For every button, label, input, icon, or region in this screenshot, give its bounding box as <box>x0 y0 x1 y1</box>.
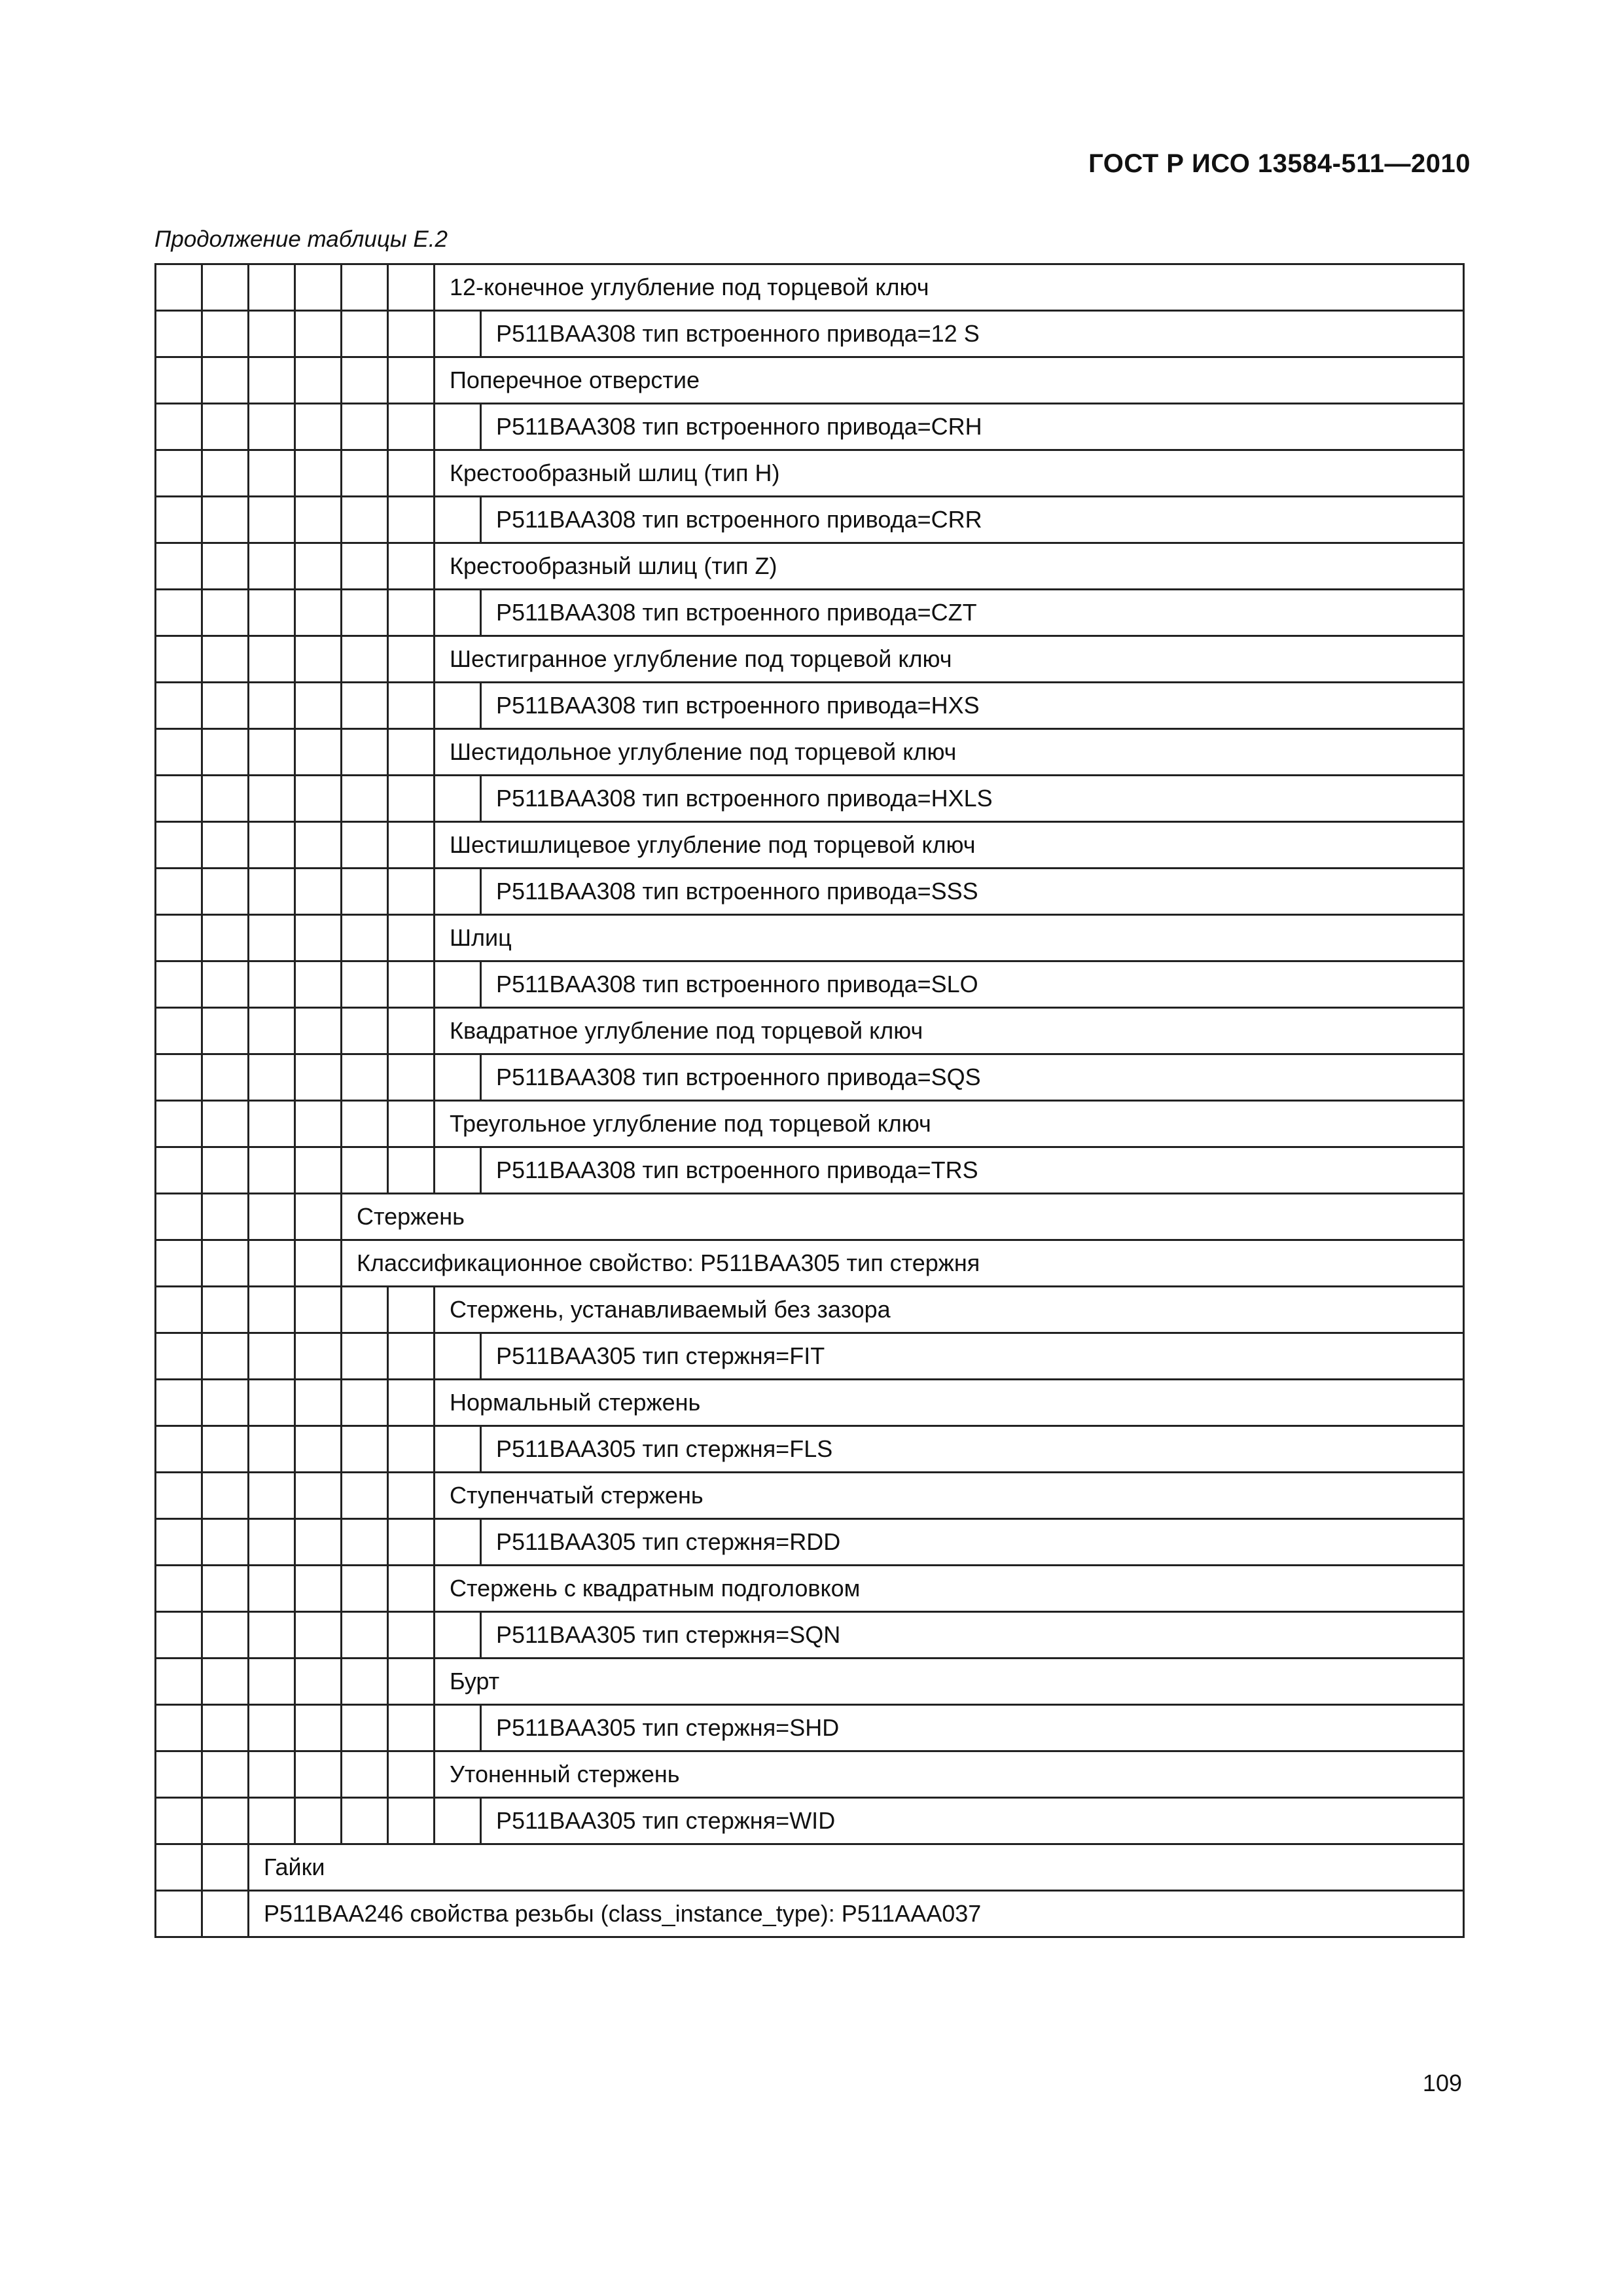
indent-cell <box>295 729 342 776</box>
table-row <box>156 1891 1464 1937</box>
indent-cell <box>342 1751 388 1798</box>
indent-cell <box>156 729 202 776</box>
indent-cell <box>202 1659 249 1705</box>
table-row <box>156 590 1464 636</box>
indent-cell <box>342 1705 388 1751</box>
indent-cell <box>249 822 295 869</box>
indent-cell <box>342 729 388 776</box>
indent-cell <box>295 450 342 497</box>
indent-cell <box>156 961 202 1008</box>
indent-cell <box>202 1566 249 1612</box>
row-text: P511BAA308 тип встроенного привода=12 S <box>481 311 1464 357</box>
indent-cell <box>435 776 481 822</box>
indent-cell <box>202 404 249 450</box>
indent-cell <box>249 729 295 776</box>
row-text: P511BAA246 свойства резьбы (class_instance_type): P511AAA037 <box>249 1891 1464 1937</box>
indent-cell <box>342 264 388 311</box>
indent-cell <box>249 1705 295 1751</box>
indent-cell <box>249 961 295 1008</box>
indent-cell <box>388 1054 435 1101</box>
indent-cell <box>202 1798 249 1844</box>
indent-cell <box>388 1426 435 1473</box>
indent-cell <box>249 869 295 915</box>
row-text: Шестишлицевое углубление под торцевой ключ <box>435 822 1464 869</box>
indent-cell <box>249 1054 295 1101</box>
indent-cell <box>202 1008 249 1054</box>
indent-cell <box>156 404 202 450</box>
indent-cell <box>388 543 435 590</box>
indent-cell <box>295 636 342 683</box>
indent-cell <box>388 1566 435 1612</box>
indent-cell <box>388 683 435 729</box>
table-row <box>156 1519 1464 1566</box>
indent-cell <box>202 1705 249 1751</box>
indent-cell <box>342 1333 388 1380</box>
table-row <box>156 636 1464 683</box>
table-row <box>156 1659 1464 1705</box>
indent-cell <box>435 404 481 450</box>
table-row <box>156 450 1464 497</box>
row-text: Классификационное свойство: P511BAA305 тип стержня <box>342 1240 1464 1287</box>
indent-cell <box>249 1333 295 1380</box>
indent-cell <box>342 1519 388 1566</box>
indent-cell <box>295 1380 342 1426</box>
table-row <box>156 729 1464 776</box>
indent-cell <box>202 1844 249 1891</box>
page-number: 109 <box>1422 2070 1462 2096</box>
indent-cell <box>435 1798 481 1844</box>
indent-cell <box>156 683 202 729</box>
indent-cell <box>388 729 435 776</box>
indent-cell <box>202 1101 249 1147</box>
row-text: Нормальный стержень <box>435 1380 1464 1426</box>
indent-cell <box>249 636 295 683</box>
row-text: P511BAA305 тип стержня=WID <box>481 1798 1464 1844</box>
row-text: Бурт <box>435 1659 1464 1705</box>
indent-cell <box>435 1705 481 1751</box>
indent-cell <box>388 1101 435 1147</box>
indent-cell <box>295 1798 342 1844</box>
indent-cell <box>156 915 202 961</box>
indent-cell <box>156 1844 202 1891</box>
indent-cell <box>342 1798 388 1844</box>
indent-cell <box>388 961 435 1008</box>
row-text: P511BAA308 тип встроенного привода=SQS <box>481 1054 1464 1101</box>
indent-cell <box>295 869 342 915</box>
indent-cell <box>295 1705 342 1751</box>
classification-table <box>154 263 1465 1938</box>
row-text: P511BAA308 тип встроенного привода=TRS <box>481 1147 1464 1194</box>
indent-cell <box>202 311 249 357</box>
indent-cell <box>435 683 481 729</box>
row-text: P511BAA305 тип стержня=SHD <box>481 1705 1464 1751</box>
indent-cell <box>249 1101 295 1147</box>
indent-cell <box>202 683 249 729</box>
indent-cell <box>156 1519 202 1566</box>
indent-cell <box>249 1426 295 1473</box>
indent-cell <box>249 1194 295 1240</box>
indent-cell <box>202 869 249 915</box>
row-text: Шестидольное углубление под торцевой ключ <box>435 729 1464 776</box>
indent-cell <box>342 915 388 961</box>
indent-cell <box>388 497 435 543</box>
row-text: Ступенчатый стержень <box>435 1473 1464 1519</box>
indent-cell <box>295 590 342 636</box>
table-row <box>156 1612 1464 1659</box>
row-text: Поперечное отверстие <box>435 357 1464 404</box>
indent-cell <box>202 1751 249 1798</box>
indent-cell <box>295 1008 342 1054</box>
row-text: Стержень с квадратным подголовком <box>435 1566 1464 1612</box>
indent-cell <box>342 1426 388 1473</box>
indent-cell <box>156 1147 202 1194</box>
row-text: Стержень <box>342 1194 1464 1240</box>
row-text: Квадратное углубление под торцевой ключ <box>435 1008 1464 1054</box>
indent-cell <box>249 1473 295 1519</box>
indent-cell <box>249 543 295 590</box>
indent-cell <box>156 1008 202 1054</box>
indent-cell <box>202 1519 249 1566</box>
indent-cell <box>156 1659 202 1705</box>
indent-cell <box>342 450 388 497</box>
indent-cell <box>342 1612 388 1659</box>
table-row <box>156 961 1464 1008</box>
indent-cell <box>295 1147 342 1194</box>
indent-cell <box>202 729 249 776</box>
indent-cell <box>295 822 342 869</box>
indent-cell <box>388 404 435 450</box>
document-title: ГОСТ Р ИСО 13584-511—2010 <box>1088 149 1471 178</box>
indent-cell <box>202 1333 249 1380</box>
table-row <box>156 497 1464 543</box>
indent-cell <box>202 915 249 961</box>
row-text: Шлиц <box>435 915 1464 961</box>
indent-cell <box>156 311 202 357</box>
indent-cell <box>295 1101 342 1147</box>
indent-cell <box>388 915 435 961</box>
indent-cell <box>342 590 388 636</box>
indent-cell <box>435 497 481 543</box>
indent-cell <box>295 1473 342 1519</box>
indent-cell <box>388 1751 435 1798</box>
indent-cell <box>388 869 435 915</box>
row-text: Шестигранное углубление под торцевой ключ <box>435 636 1464 683</box>
indent-cell <box>342 822 388 869</box>
row-text: P511BAA305 тип стержня=RDD <box>481 1519 1464 1566</box>
indent-cell <box>295 497 342 543</box>
table-row <box>156 1287 1464 1333</box>
indent-cell <box>156 357 202 404</box>
indent-cell <box>156 1798 202 1844</box>
indent-cell <box>295 1287 342 1333</box>
indent-cell <box>435 961 481 1008</box>
indent-cell <box>249 1612 295 1659</box>
table-row <box>156 1147 1464 1194</box>
indent-cell <box>342 1566 388 1612</box>
indent-cell <box>435 1519 481 1566</box>
indent-cell <box>249 1519 295 1566</box>
indent-cell <box>202 1891 249 1937</box>
table-row <box>156 1333 1464 1380</box>
indent-cell <box>295 776 342 822</box>
indent-cell <box>156 590 202 636</box>
indent-cell <box>388 357 435 404</box>
indent-cell <box>202 1287 249 1333</box>
row-text: P511BAA305 тип стержня=SQN <box>481 1612 1464 1659</box>
indent-cell <box>202 497 249 543</box>
indent-cell <box>249 311 295 357</box>
table-row <box>156 1240 1464 1287</box>
indent-cell <box>156 1240 202 1287</box>
indent-cell <box>202 1240 249 1287</box>
indent-cell <box>295 264 342 311</box>
indent-cell <box>295 961 342 1008</box>
table-row <box>156 543 1464 590</box>
indent-cell <box>249 1380 295 1426</box>
indent-cell <box>342 776 388 822</box>
indent-cell <box>249 357 295 404</box>
row-text: P511BAA305 тип стержня=FLS <box>481 1426 1464 1473</box>
indent-cell <box>435 1612 481 1659</box>
table-row <box>156 1844 1464 1891</box>
indent-cell <box>249 776 295 822</box>
table-row <box>156 1194 1464 1240</box>
indent-cell <box>249 497 295 543</box>
indent-cell <box>249 1240 295 1287</box>
row-text: Гайки <box>249 1844 1464 1891</box>
indent-cell <box>202 1380 249 1426</box>
indent-cell <box>342 311 388 357</box>
table-row <box>156 683 1464 729</box>
indent-cell <box>295 311 342 357</box>
indent-cell <box>249 1798 295 1844</box>
indent-cell <box>295 543 342 590</box>
indent-cell <box>295 1194 342 1240</box>
indent-cell <box>249 1008 295 1054</box>
indent-cell <box>435 590 481 636</box>
indent-cell <box>342 1380 388 1426</box>
indent-cell <box>156 264 202 311</box>
indent-cell <box>295 1566 342 1612</box>
indent-cell <box>435 869 481 915</box>
row-text: P511BAA308 тип встроенного привода=HXLS <box>481 776 1464 822</box>
indent-cell <box>156 1566 202 1612</box>
table-row <box>156 1054 1464 1101</box>
row-text: P511BAA308 тип встроенного привода=SLO <box>481 961 1464 1008</box>
indent-cell <box>156 636 202 683</box>
indent-cell <box>388 1519 435 1566</box>
indent-cell <box>202 1194 249 1240</box>
table-row <box>156 1473 1464 1519</box>
table-row <box>156 357 1464 404</box>
indent-cell <box>388 1333 435 1380</box>
indent-cell <box>388 1473 435 1519</box>
table-row <box>156 869 1464 915</box>
indent-cell <box>249 450 295 497</box>
indent-cell <box>249 1147 295 1194</box>
indent-cell <box>156 1054 202 1101</box>
indent-cell <box>388 590 435 636</box>
indent-cell <box>156 1705 202 1751</box>
indent-cell <box>202 1054 249 1101</box>
indent-cell <box>249 1566 295 1612</box>
indent-cell <box>342 1287 388 1333</box>
indent-cell <box>156 1473 202 1519</box>
indent-cell <box>202 543 249 590</box>
indent-cell <box>295 1054 342 1101</box>
table-row <box>156 822 1464 869</box>
table-row <box>156 1798 1464 1844</box>
indent-cell <box>388 450 435 497</box>
indent-cell <box>388 311 435 357</box>
row-text: P511BAA308 тип встроенного привода=CRR <box>481 497 1464 543</box>
indent-cell <box>342 1101 388 1147</box>
indent-cell <box>156 1333 202 1380</box>
indent-cell <box>342 404 388 450</box>
indent-cell <box>156 1380 202 1426</box>
indent-cell <box>342 1054 388 1101</box>
indent-cell <box>388 1287 435 1333</box>
indent-cell <box>388 1705 435 1751</box>
indent-cell <box>156 822 202 869</box>
indent-cell <box>435 1054 481 1101</box>
indent-cell <box>295 1519 342 1566</box>
indent-cell <box>342 961 388 1008</box>
indent-cell <box>202 822 249 869</box>
indent-cell <box>388 1659 435 1705</box>
indent-cell <box>249 683 295 729</box>
indent-cell <box>202 961 249 1008</box>
indent-cell <box>295 404 342 450</box>
indent-cell <box>342 1659 388 1705</box>
row-text: P511BAA308 тип встроенного привода=CRH <box>481 404 1464 450</box>
row-text: Стержень, устанавливаемый без зазора <box>435 1287 1464 1333</box>
indent-cell <box>388 1008 435 1054</box>
indent-cell <box>342 869 388 915</box>
indent-cell <box>202 1612 249 1659</box>
table-row <box>156 915 1464 961</box>
table-row <box>156 1380 1464 1426</box>
indent-cell <box>156 497 202 543</box>
indent-cell <box>156 776 202 822</box>
indent-cell <box>156 543 202 590</box>
indent-cell <box>342 636 388 683</box>
indent-cell <box>295 1751 342 1798</box>
indent-cell <box>156 1101 202 1147</box>
indent-cell <box>342 543 388 590</box>
table-row <box>156 404 1464 450</box>
indent-cell <box>156 450 202 497</box>
indent-cell <box>202 450 249 497</box>
indent-cell <box>156 1751 202 1798</box>
indent-cell <box>388 636 435 683</box>
table-body <box>156 264 1464 1937</box>
table-row <box>156 1101 1464 1147</box>
indent-cell <box>435 1426 481 1473</box>
indent-cell <box>295 1659 342 1705</box>
indent-cell <box>295 1333 342 1380</box>
table-caption: Продолжение таблицы Е.2 <box>154 226 448 252</box>
table-row <box>156 1008 1464 1054</box>
table-row <box>156 776 1464 822</box>
indent-cell <box>388 1380 435 1426</box>
indent-cell <box>342 683 388 729</box>
indent-cell <box>342 497 388 543</box>
indent-cell <box>156 1287 202 1333</box>
indent-cell <box>388 1147 435 1194</box>
indent-cell <box>388 1612 435 1659</box>
indent-cell <box>249 590 295 636</box>
table-row <box>156 1751 1464 1798</box>
table-row <box>156 1566 1464 1612</box>
indent-cell <box>295 683 342 729</box>
row-text: Крестообразный шлиц (тип Z) <box>435 543 1464 590</box>
indent-cell <box>249 1751 295 1798</box>
indent-cell <box>202 1147 249 1194</box>
indent-cell <box>249 915 295 961</box>
indent-cell <box>202 776 249 822</box>
indent-cell <box>295 915 342 961</box>
indent-cell <box>156 1891 202 1937</box>
indent-cell <box>388 776 435 822</box>
indent-cell <box>249 1659 295 1705</box>
indent-cell <box>202 636 249 683</box>
indent-cell <box>156 869 202 915</box>
indent-cell <box>202 1426 249 1473</box>
row-text: Утоненный стержень <box>435 1751 1464 1798</box>
indent-cell <box>156 1194 202 1240</box>
indent-cell <box>295 357 342 404</box>
indent-cell <box>156 1612 202 1659</box>
indent-cell <box>202 357 249 404</box>
indent-cell <box>388 1798 435 1844</box>
indent-cell <box>202 1473 249 1519</box>
table-row <box>156 264 1464 311</box>
indent-cell <box>342 1147 388 1194</box>
indent-cell <box>249 404 295 450</box>
indent-cell <box>342 357 388 404</box>
indent-cell <box>156 1426 202 1473</box>
indent-cell <box>295 1240 342 1287</box>
indent-cell <box>435 1147 481 1194</box>
row-text: Треугольное углубление под торцевой ключ <box>435 1101 1464 1147</box>
table-row <box>156 1426 1464 1473</box>
row-text: P511BAA308 тип встроенного привода=CZT <box>481 590 1464 636</box>
row-text: P511BAA305 тип стержня=FIT <box>481 1333 1464 1380</box>
indent-cell <box>342 1008 388 1054</box>
indent-cell <box>202 264 249 311</box>
indent-cell <box>388 822 435 869</box>
indent-cell <box>295 1426 342 1473</box>
row-text: 12-конечное углубление под торцевой ключ <box>435 264 1464 311</box>
indent-cell <box>295 1612 342 1659</box>
indent-cell <box>249 1287 295 1333</box>
indent-cell <box>342 1473 388 1519</box>
table-row <box>156 1705 1464 1751</box>
indent-cell <box>249 264 295 311</box>
row-text: P511BAA308 тип встроенного привода=HXS <box>481 683 1464 729</box>
row-text: Крестообразный шлиц (тип H) <box>435 450 1464 497</box>
row-text: P511BAA308 тип встроенного привода=SSS <box>481 869 1464 915</box>
indent-cell <box>435 311 481 357</box>
table-row <box>156 311 1464 357</box>
indent-cell <box>202 590 249 636</box>
indent-cell <box>435 1333 481 1380</box>
indent-cell <box>388 264 435 311</box>
